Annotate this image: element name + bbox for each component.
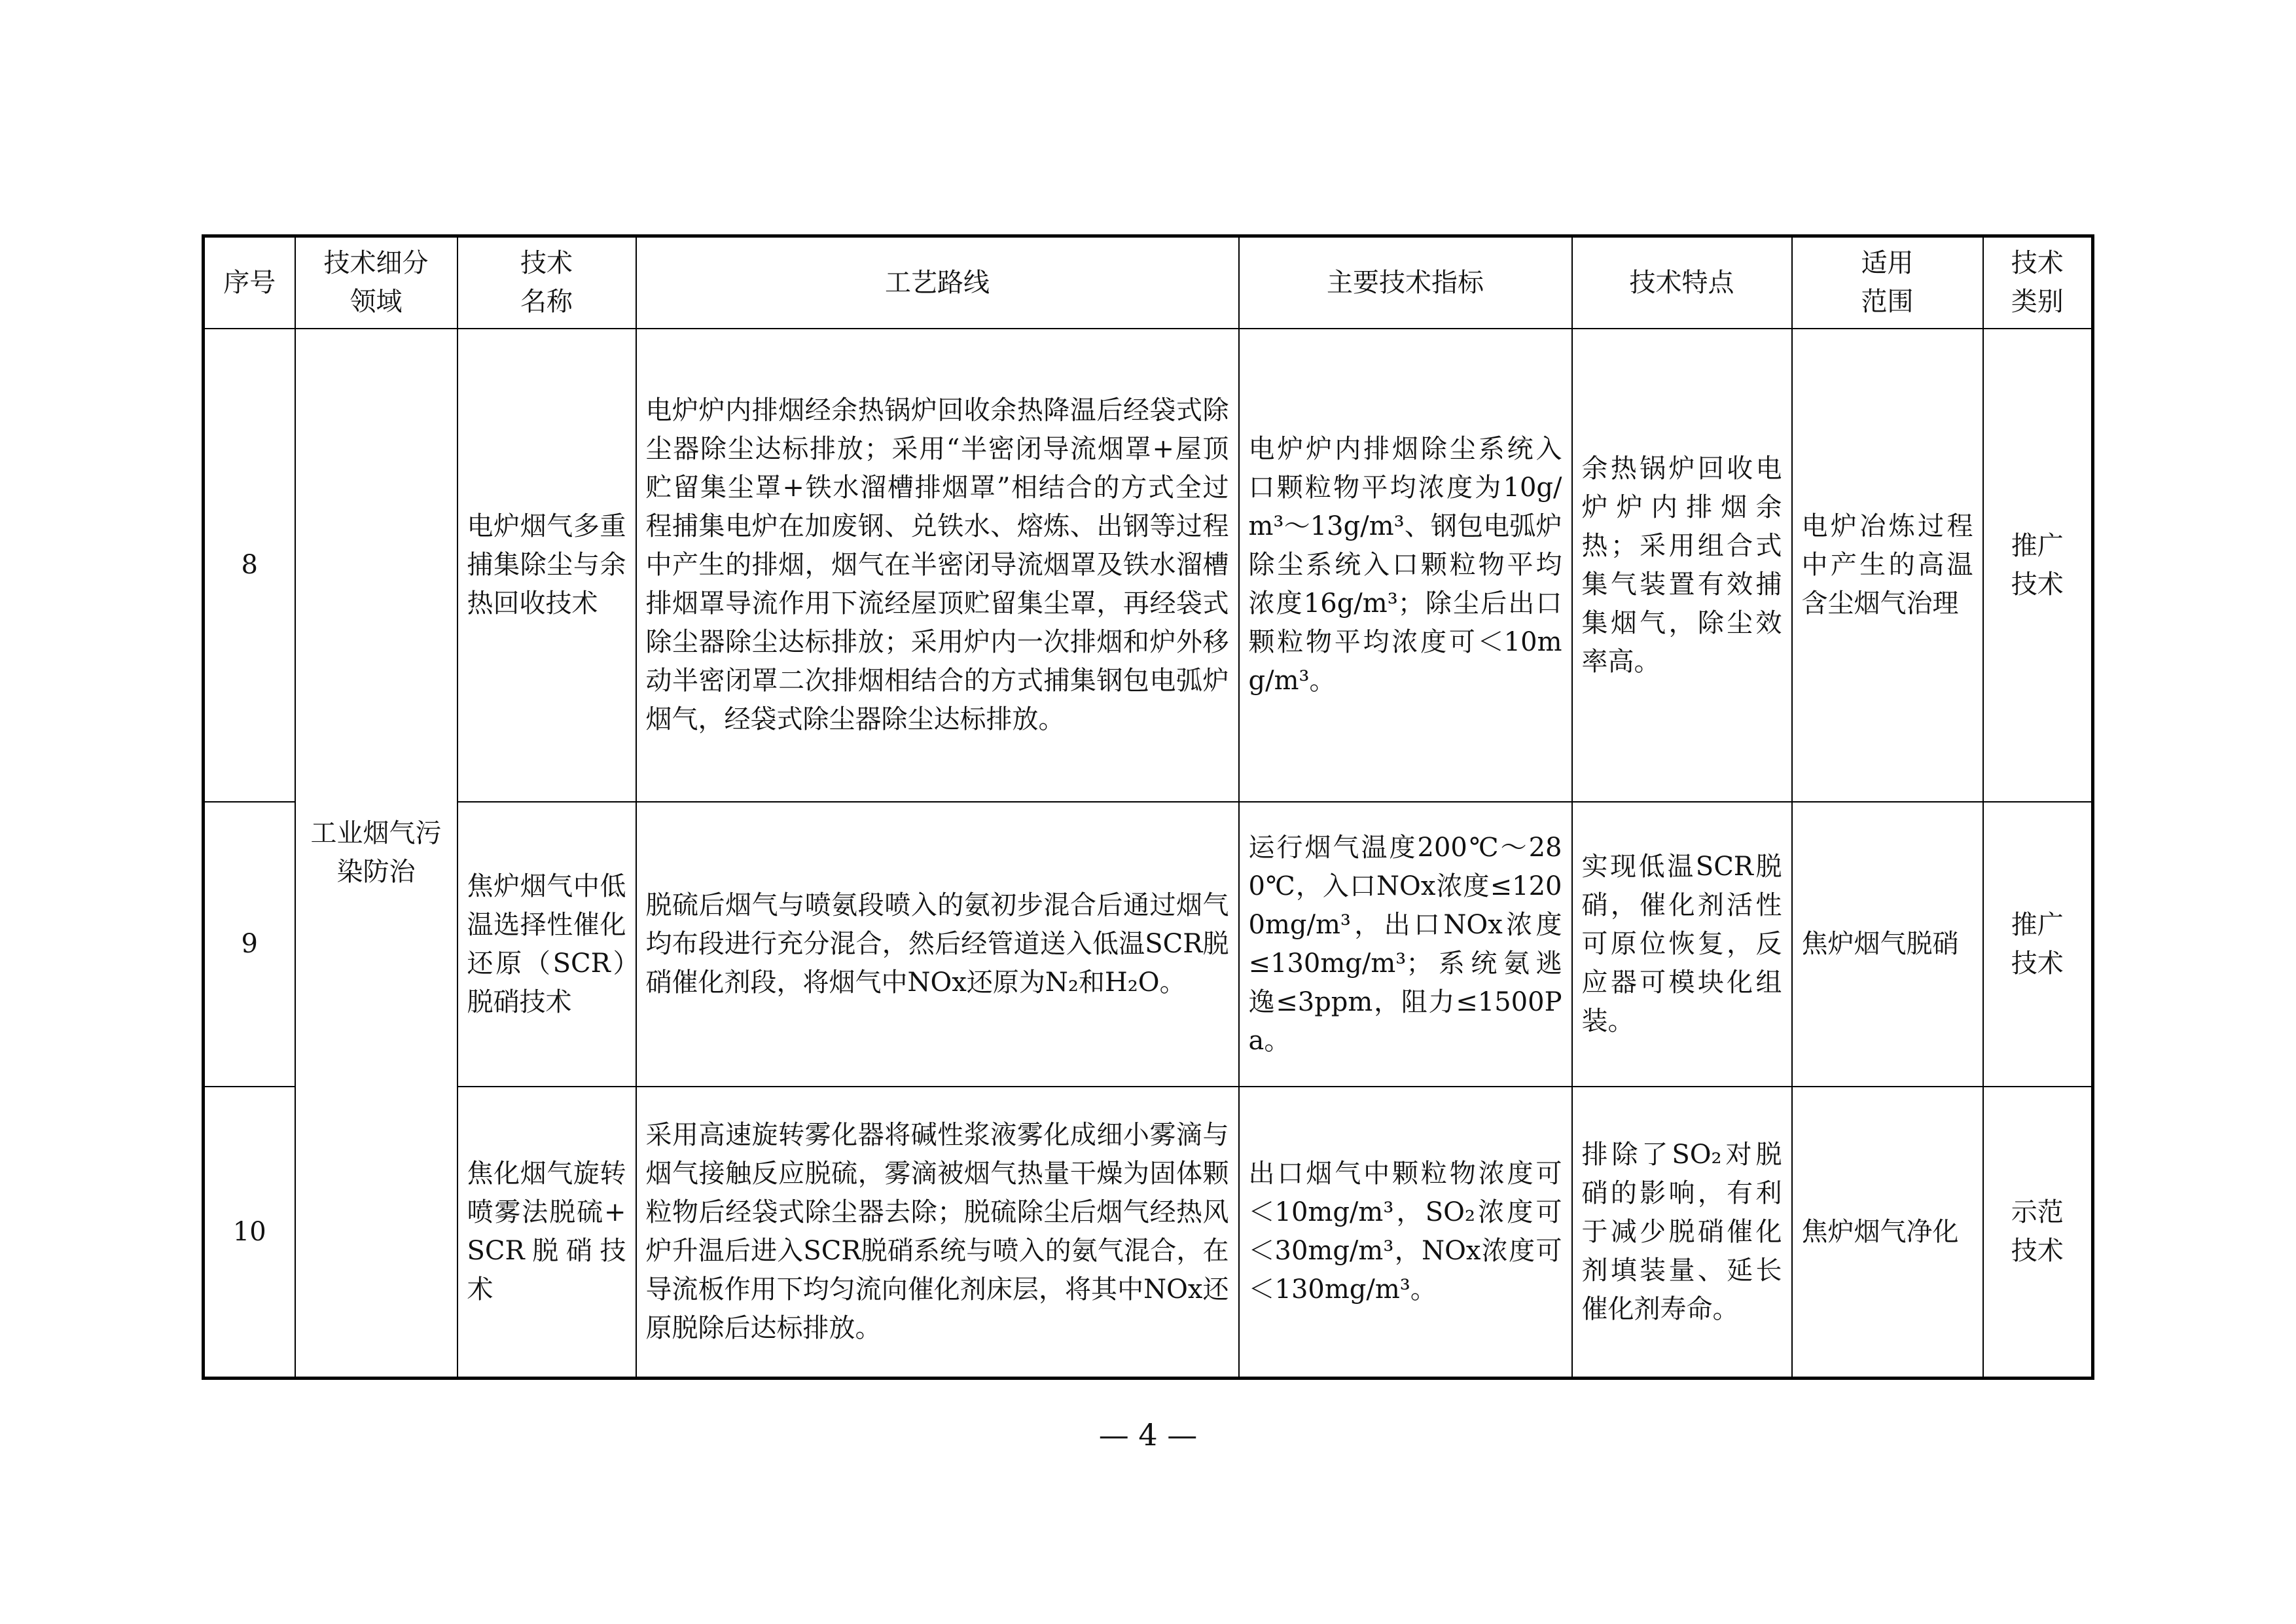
scope-cell: 焦炉烟气净化 [1792,1087,1983,1379]
header-process: 工艺路线 [636,236,1239,329]
tech-name-cell: 电炉烟气多重捕集除尘与余热回收技术 [457,329,636,802]
header-category: 技术 类别 [1983,236,2093,329]
scope-cell: 电炉冶炼过程中产生的高温含尘烟气治理 [1792,329,1983,802]
technology-table [202,234,2094,1380]
category-cell: 示范 技术 [1983,1087,2093,1379]
header-seq: 序号 [204,236,295,329]
feature-cell: 余热锅炉回收电炉炉内排烟余热；采用组合式集气装置有效捕集烟气，除尘效率高。 [1572,329,1792,802]
category-cell: 推广 技术 [1983,329,2093,802]
indicator-cell: 电炉炉内排烟除尘系统入口颗粒物平均浓度为10g/m³～13g/m³、钢包电弧炉除尘系统入口颗粒物平均浓度16g/m³；除尘后出口颗粒物平均浓度可＜10mg/m³。 [1239,329,1572,802]
process-cell: 采用高速旋转雾化器将碱性浆液雾化成细小雾滴与烟气接触反应脱硫，雾滴被烟气热量干燥为固体颗粒物后经袋式除尘器去除；脱硫除尘后烟气经热风炉升温后进入SCR脱硝系统与喷入的氨气混合，在导流板作用下均匀流向催化剂床层，将其中NOx还原脱除后达标排放。 [636,1087,1239,1379]
subfield-cell: 工业烟气污染防治 [295,329,457,1379]
header-features: 技术特点 [1572,236,1792,329]
header-tech-name: 技术 名称 [457,236,636,329]
indicator-cell: 出口烟气中颗粒物浓度可＜10mg/m³，SO₂浓度可＜30mg/m³，NOx浓度可＜130mg/m³。 [1239,1087,1572,1379]
scope-cell: 焦炉烟气脱硝 [1792,802,1983,1087]
process-cell: 脱硫后烟气与喷氨段喷入的氨初步混合后通过烟气均布段进行充分混合，然后经管道送入低温SCR脱硝催化剂段，将烟气中NOx还原为N₂和H₂O。 [636,802,1239,1087]
table-header-row [204,236,2093,329]
table-row [204,329,2093,802]
page-number: — 4 — [1098,1417,1198,1453]
feature-cell: 排除了SO₂对脱硝的影响，有利于减少脱硝催化剂填装量、延长催化剂寿命。 [1572,1087,1792,1379]
tech-name-cell: 焦化烟气旋转喷雾法脱硫+SCR脱硝技术 [457,1087,636,1379]
process-cell: 电炉炉内排烟经余热锅炉回收余热降温后经袋式除尘器除尘达标排放；采用“半密闭导流烟罩+屋顶贮留集尘罩+铁水溜槽排烟罩”相结合的方式全过程捕集电炉在加废钢、兑铁水、熔炼、出钢等过程中产生的排烟，烟气在半密闭导流烟罩及铁水溜槽排烟罩导流作用下流经屋顶贮留集尘罩，再经袋式除尘器除尘达标排放；采用炉内一次排烟和炉外移动半密闭罩二次排烟相结合的方式捕集钢包电弧炉烟气，经袋式除尘器除尘达标排放。 [636,329,1239,802]
indicator-cell: 运行烟气温度200℃～280℃，入口NOx浓度≤1200mg/m³，出口NOx浓度≤130mg/m³；系统氨逃逸≤3ppm，阻力≤1500Pa。 [1239,802,1572,1087]
row-number: 10 [204,1087,295,1379]
header-subfield: 技术细分 领域 [295,236,457,329]
feature-cell: 实现低温SCR脱硝，催化剂活性可原位恢复，反应器可模块化组装。 [1572,802,1792,1087]
category-cell: 推广 技术 [1983,802,2093,1087]
header-indicators: 主要技术指标 [1239,236,1572,329]
header-scope: 适用 范围 [1792,236,1983,329]
row-number: 9 [204,802,295,1087]
table-row [204,802,2093,1087]
row-number: 8 [204,329,295,802]
table-row [204,1087,2093,1379]
tech-name-cell: 焦炉烟气中低温选择性催化还原（SCR）脱硝技术 [457,802,636,1087]
